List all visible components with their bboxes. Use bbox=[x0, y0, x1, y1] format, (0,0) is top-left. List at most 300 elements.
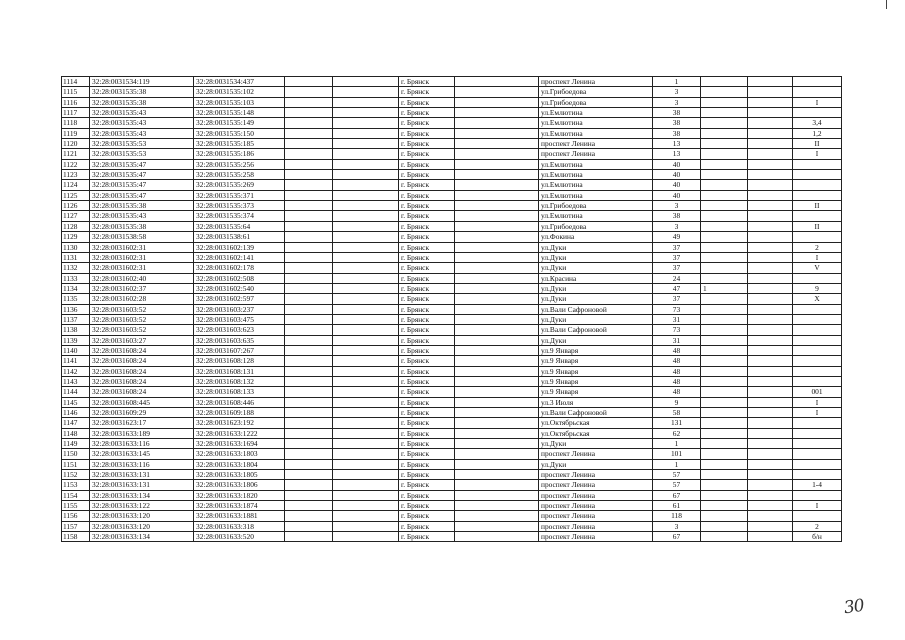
cell-city: г. Брянск bbox=[399, 418, 455, 428]
cell-city: г. Брянск bbox=[399, 180, 455, 190]
cell-city: г. Брянск bbox=[399, 139, 455, 149]
cell-empty bbox=[285, 77, 333, 87]
cell-empty bbox=[333, 252, 399, 262]
cell-record-number: 1135 bbox=[62, 294, 90, 304]
cell-object-cadastral-number: 32:28:0031535:185 bbox=[194, 139, 285, 149]
cell-empty bbox=[455, 521, 539, 531]
cell-parcel-cadastral-number: 32:28:0031633:145 bbox=[90, 449, 194, 459]
cell-house-number: 67 bbox=[653, 532, 701, 542]
cell-empty bbox=[748, 521, 793, 531]
cell-empty bbox=[285, 211, 333, 221]
table-row bbox=[62, 273, 842, 283]
cell-premises-number bbox=[793, 190, 842, 200]
cell-object-cadastral-number: 32:28:0031602:141 bbox=[194, 252, 285, 262]
cell-record-number: 1157 bbox=[62, 521, 90, 531]
cell-house-number: 101 bbox=[653, 449, 701, 459]
cell-street: ул.Октябрьская bbox=[539, 428, 653, 438]
cell-object-cadastral-number: 32:28:0031633:1222 bbox=[194, 428, 285, 438]
cell-object-cadastral-number: 32:28:0031633:1803 bbox=[194, 449, 285, 459]
cell-object-cadastral-number: 32:28:0031535:149 bbox=[194, 118, 285, 128]
cell-city: г. Брянск bbox=[399, 273, 455, 283]
cell-empty bbox=[455, 221, 539, 231]
cell-empty bbox=[748, 345, 793, 355]
cell-empty bbox=[455, 325, 539, 335]
cell-parcel-cadastral-number: 32:28:0031603:52 bbox=[90, 304, 194, 314]
cell-city: г. Брянск bbox=[399, 490, 455, 500]
cell-city: г. Брянск bbox=[399, 366, 455, 376]
table-row bbox=[62, 459, 842, 469]
cell-city: г. Брянск bbox=[399, 459, 455, 469]
cell-empty bbox=[285, 366, 333, 376]
table-row bbox=[62, 314, 842, 324]
cell-empty bbox=[455, 480, 539, 490]
cell-record-number: 1131 bbox=[62, 252, 90, 262]
cell-empty bbox=[748, 314, 793, 324]
cell-building bbox=[701, 532, 748, 542]
cell-street: ул.Вали Сафроновой bbox=[539, 304, 653, 314]
cell-record-number: 1126 bbox=[62, 201, 90, 211]
table-row bbox=[62, 532, 842, 542]
cell-parcel-cadastral-number: 32:28:0031535:43 bbox=[90, 118, 194, 128]
cell-empty bbox=[455, 159, 539, 169]
cell-object-cadastral-number: 32:28:0031535:371 bbox=[194, 190, 285, 200]
cell-record-number: 1149 bbox=[62, 439, 90, 449]
cell-premises-number bbox=[793, 211, 842, 221]
cell-object-cadastral-number: 32:28:0031633:1694 bbox=[194, 439, 285, 449]
cell-empty bbox=[455, 128, 539, 138]
table-row bbox=[62, 501, 842, 511]
cell-parcel-cadastral-number: 32:28:0031602:40 bbox=[90, 273, 194, 283]
cell-house-number: 13 bbox=[653, 149, 701, 159]
cell-building bbox=[701, 97, 748, 107]
cell-empty bbox=[455, 87, 539, 97]
cell-empty bbox=[285, 439, 333, 449]
cell-empty bbox=[333, 418, 399, 428]
cell-parcel-cadastral-number: 32:28:0031602:28 bbox=[90, 294, 194, 304]
cell-premises-number: I bbox=[793, 149, 842, 159]
table-row bbox=[62, 263, 842, 273]
cell-street: ул.Дуки bbox=[539, 459, 653, 469]
cell-city: г. Брянск bbox=[399, 201, 455, 211]
cell-empty bbox=[748, 490, 793, 500]
cell-object-cadastral-number: 32:28:0031633:1805 bbox=[194, 470, 285, 480]
table-row bbox=[62, 335, 842, 345]
cell-parcel-cadastral-number: 32:28:0031623:17 bbox=[90, 418, 194, 428]
cell-house-number: 38 bbox=[653, 108, 701, 118]
cell-building bbox=[701, 366, 748, 376]
cell-parcel-cadastral-number: 32:28:0031608:24 bbox=[90, 366, 194, 376]
cell-building bbox=[701, 139, 748, 149]
cell-empty bbox=[748, 180, 793, 190]
cell-house-number: 37 bbox=[653, 242, 701, 252]
cell-premises-number: II bbox=[793, 139, 842, 149]
cell-empty bbox=[333, 273, 399, 283]
cell-empty bbox=[285, 232, 333, 242]
cell-house-number: 48 bbox=[653, 356, 701, 366]
cell-parcel-cadastral-number: 32:28:0031633:120 bbox=[90, 511, 194, 521]
cell-empty bbox=[748, 325, 793, 335]
cell-city: г. Брянск bbox=[399, 252, 455, 262]
cell-city: г. Брянск bbox=[399, 232, 455, 242]
table-row bbox=[62, 139, 842, 149]
cell-empty bbox=[285, 221, 333, 231]
cell-house-number: 13 bbox=[653, 139, 701, 149]
cell-empty bbox=[748, 242, 793, 252]
cell-house-number: 3 bbox=[653, 221, 701, 231]
cell-object-cadastral-number: 32:28:0031535:150 bbox=[194, 128, 285, 138]
cell-street: ул.Дуки bbox=[539, 242, 653, 252]
table-row bbox=[62, 211, 842, 221]
cell-record-number: 1116 bbox=[62, 97, 90, 107]
cell-empty bbox=[285, 159, 333, 169]
cell-house-number: 38 bbox=[653, 128, 701, 138]
cell-empty bbox=[333, 501, 399, 511]
cell-premises-number: X bbox=[793, 294, 842, 304]
cell-empty bbox=[333, 532, 399, 542]
cell-object-cadastral-number: 32:28:0031602:540 bbox=[194, 283, 285, 293]
cell-empty bbox=[748, 252, 793, 262]
cell-city: г. Брянск bbox=[399, 521, 455, 531]
cell-empty bbox=[285, 511, 333, 521]
cell-record-number: 1122 bbox=[62, 159, 90, 169]
cell-premises-number bbox=[793, 366, 842, 376]
cell-object-cadastral-number: 32:28:0031607:267 bbox=[194, 345, 285, 355]
table-row bbox=[62, 490, 842, 500]
cell-premises-number bbox=[793, 170, 842, 180]
cell-record-number: 1117 bbox=[62, 108, 90, 118]
cell-street: ул.Дуки bbox=[539, 335, 653, 345]
cell-empty bbox=[748, 118, 793, 128]
table-row bbox=[62, 294, 842, 304]
cell-building bbox=[701, 221, 748, 231]
cell-empty bbox=[748, 77, 793, 87]
table-row bbox=[62, 190, 842, 200]
cell-building bbox=[701, 252, 748, 262]
cell-empty bbox=[333, 376, 399, 386]
cell-parcel-cadastral-number: 32:28:0031602:31 bbox=[90, 263, 194, 273]
cell-premises-number bbox=[793, 345, 842, 355]
cell-empty bbox=[333, 149, 399, 159]
cell-empty bbox=[285, 273, 333, 283]
cell-house-number: 61 bbox=[653, 501, 701, 511]
cell-premises-number: II bbox=[793, 201, 842, 211]
cell-city: г. Брянск bbox=[399, 190, 455, 200]
cell-empty bbox=[285, 387, 333, 397]
cell-street: ул.Вали Сафроновой bbox=[539, 325, 653, 335]
cell-building bbox=[701, 428, 748, 438]
cell-record-number: 1132 bbox=[62, 263, 90, 273]
cell-street: ул.Грибоедова bbox=[539, 221, 653, 231]
cell-empty bbox=[455, 449, 539, 459]
cell-record-number: 1125 bbox=[62, 190, 90, 200]
cell-empty bbox=[748, 283, 793, 293]
cell-premises-number bbox=[793, 304, 842, 314]
table-row bbox=[62, 283, 842, 293]
cell-empty bbox=[748, 87, 793, 97]
cell-premises-number bbox=[793, 159, 842, 169]
cell-house-number: 62 bbox=[653, 428, 701, 438]
cell-street: ул.Дуки bbox=[539, 294, 653, 304]
cell-empty bbox=[748, 201, 793, 211]
cell-street: ул.9 Января bbox=[539, 356, 653, 366]
cell-empty bbox=[285, 376, 333, 386]
cell-empty bbox=[285, 263, 333, 273]
cell-parcel-cadastral-number: 32:28:0031535:47 bbox=[90, 190, 194, 200]
cell-premises-number bbox=[793, 511, 842, 521]
cell-empty bbox=[748, 335, 793, 345]
cell-empty bbox=[748, 221, 793, 231]
cell-parcel-cadastral-number: 32:28:0031602:31 bbox=[90, 252, 194, 262]
cell-record-number: 1114 bbox=[62, 77, 90, 87]
cell-city: г. Брянск bbox=[399, 118, 455, 128]
cell-street: ул.Грибоедова bbox=[539, 97, 653, 107]
cell-premises-number bbox=[793, 273, 842, 283]
cell-house-number: 1 bbox=[653, 439, 701, 449]
cell-house-number: 37 bbox=[653, 263, 701, 273]
cell-empty bbox=[285, 97, 333, 107]
cell-record-number: 1115 bbox=[62, 87, 90, 97]
table-row bbox=[62, 325, 842, 335]
cell-empty bbox=[333, 201, 399, 211]
cell-city: г. Брянск bbox=[399, 149, 455, 159]
cell-house-number: 48 bbox=[653, 366, 701, 376]
cell-premises-number: I bbox=[793, 397, 842, 407]
cell-empty bbox=[333, 108, 399, 118]
cell-object-cadastral-number: 32:28:0031602:139 bbox=[194, 242, 285, 252]
cell-premises-number bbox=[793, 77, 842, 87]
cell-street: ул.Дуки bbox=[539, 439, 653, 449]
cell-parcel-cadastral-number: 32:28:0031603:52 bbox=[90, 314, 194, 324]
cell-empty bbox=[748, 501, 793, 511]
cell-empty bbox=[748, 356, 793, 366]
cell-object-cadastral-number: 32:28:0031602:597 bbox=[194, 294, 285, 304]
cell-record-number: 1158 bbox=[62, 532, 90, 542]
cell-empty bbox=[285, 356, 333, 366]
cell-empty bbox=[333, 314, 399, 324]
cell-city: г. Брянск bbox=[399, 159, 455, 169]
cell-street: ул.Дуки bbox=[539, 263, 653, 273]
cell-object-cadastral-number: 32:28:0031633:1804 bbox=[194, 459, 285, 469]
cell-empty bbox=[285, 108, 333, 118]
cell-empty bbox=[333, 211, 399, 221]
cell-premises-number bbox=[793, 335, 842, 345]
cell-premises-number: V bbox=[793, 263, 842, 273]
cell-record-number: 1146 bbox=[62, 408, 90, 418]
cell-parcel-cadastral-number: 32:28:0031633:189 bbox=[90, 428, 194, 438]
cell-building bbox=[701, 459, 748, 469]
cell-empty bbox=[455, 294, 539, 304]
cell-house-number: 67 bbox=[653, 490, 701, 500]
cell-record-number: 1129 bbox=[62, 232, 90, 242]
cell-empty bbox=[333, 128, 399, 138]
cell-empty bbox=[455, 408, 539, 418]
cell-city: г. Брянск bbox=[399, 128, 455, 138]
cell-empty bbox=[285, 397, 333, 407]
cell-object-cadastral-number: 32:28:0031535:258 bbox=[194, 170, 285, 180]
cell-record-number: 1134 bbox=[62, 283, 90, 293]
cell-object-cadastral-number: 32:28:0031608:446 bbox=[194, 397, 285, 407]
cell-city: г. Брянск bbox=[399, 77, 455, 87]
cell-empty bbox=[285, 87, 333, 97]
table-row bbox=[62, 97, 842, 107]
cell-empty bbox=[455, 283, 539, 293]
cell-empty bbox=[333, 356, 399, 366]
cell-empty bbox=[285, 283, 333, 293]
cell-building bbox=[701, 149, 748, 159]
cell-empty bbox=[285, 118, 333, 128]
cell-building bbox=[701, 490, 748, 500]
cell-house-number: 38 bbox=[653, 118, 701, 128]
cell-parcel-cadastral-number: 32:28:0031609:29 bbox=[90, 408, 194, 418]
cell-record-number: 1121 bbox=[62, 149, 90, 159]
cell-house-number: 40 bbox=[653, 190, 701, 200]
cell-house-number: 31 bbox=[653, 335, 701, 345]
cell-empty bbox=[455, 190, 539, 200]
cell-record-number: 1123 bbox=[62, 170, 90, 180]
cell-object-cadastral-number: 32:28:0031535:256 bbox=[194, 159, 285, 169]
registry-body bbox=[62, 77, 842, 542]
table-row bbox=[62, 439, 842, 449]
cell-house-number: 24 bbox=[653, 273, 701, 283]
cell-building bbox=[701, 397, 748, 407]
cell-empty bbox=[748, 190, 793, 200]
cell-premises-number: 1,2 bbox=[793, 128, 842, 138]
cell-premises-number bbox=[793, 459, 842, 469]
property-registry-table bbox=[61, 76, 842, 542]
cell-empty bbox=[748, 376, 793, 386]
cell-object-cadastral-number: 32:28:0031535:103 bbox=[194, 97, 285, 107]
cell-parcel-cadastral-number: 32:28:0031535:38 bbox=[90, 97, 194, 107]
cell-record-number: 1144 bbox=[62, 387, 90, 397]
cell-empty bbox=[285, 532, 333, 542]
cell-empty bbox=[285, 149, 333, 159]
cell-empty bbox=[285, 252, 333, 262]
cell-empty bbox=[333, 221, 399, 231]
cell-empty bbox=[333, 170, 399, 180]
cell-premises-number: I bbox=[793, 501, 842, 511]
cell-empty bbox=[285, 335, 333, 345]
cell-building bbox=[701, 128, 748, 138]
cell-empty bbox=[285, 304, 333, 314]
cell-building bbox=[701, 376, 748, 386]
cell-street: проспект Ленина bbox=[539, 470, 653, 480]
cell-empty bbox=[333, 87, 399, 97]
cell-empty bbox=[748, 211, 793, 221]
cell-premises-number: I bbox=[793, 252, 842, 262]
cell-empty bbox=[333, 521, 399, 531]
cell-building bbox=[701, 439, 748, 449]
table-row bbox=[62, 449, 842, 459]
cell-parcel-cadastral-number: 32:28:0031603:27 bbox=[90, 335, 194, 345]
cell-object-cadastral-number: 32:28:0031633:520 bbox=[194, 532, 285, 542]
cell-house-number: 9 bbox=[653, 397, 701, 407]
cell-building bbox=[701, 263, 748, 273]
cell-building bbox=[701, 501, 748, 511]
cell-empty bbox=[455, 77, 539, 87]
cell-empty bbox=[285, 170, 333, 180]
cell-empty bbox=[333, 345, 399, 355]
table-row bbox=[62, 149, 842, 159]
cell-empty bbox=[455, 201, 539, 211]
cell-empty bbox=[455, 501, 539, 511]
cell-house-number: 73 bbox=[653, 304, 701, 314]
cell-record-number: 1137 bbox=[62, 314, 90, 324]
cell-street: ул.9 Января bbox=[539, 387, 653, 397]
cell-building bbox=[701, 449, 748, 459]
cell-street: проспект Ленина bbox=[539, 139, 653, 149]
cell-empty bbox=[333, 397, 399, 407]
cell-empty bbox=[285, 470, 333, 480]
cell-street: проспект Ленина bbox=[539, 521, 653, 531]
cell-empty bbox=[333, 366, 399, 376]
cell-empty bbox=[748, 480, 793, 490]
cell-parcel-cadastral-number: 32:28:0031535:38 bbox=[90, 201, 194, 211]
cell-empty bbox=[285, 190, 333, 200]
cell-parcel-cadastral-number: 32:28:0031633:122 bbox=[90, 501, 194, 511]
cell-empty bbox=[748, 449, 793, 459]
cell-empty bbox=[455, 511, 539, 521]
cell-empty bbox=[748, 128, 793, 138]
cell-record-number: 1128 bbox=[62, 221, 90, 231]
cell-premises-number bbox=[793, 428, 842, 438]
cell-premises-number: I bbox=[793, 97, 842, 107]
cell-record-number: 1143 bbox=[62, 376, 90, 386]
table-row bbox=[62, 252, 842, 262]
cell-object-cadastral-number: 32:28:0031633:1881 bbox=[194, 511, 285, 521]
cell-street: ул.Дуки bbox=[539, 283, 653, 293]
cell-city: г. Брянск bbox=[399, 387, 455, 397]
cell-empty bbox=[748, 263, 793, 273]
cell-empty bbox=[455, 366, 539, 376]
cell-record-number: 1148 bbox=[62, 428, 90, 438]
cell-building: 1 bbox=[701, 283, 748, 293]
cell-empty bbox=[285, 521, 333, 531]
cell-parcel-cadastral-number: 32:28:0031633:120 bbox=[90, 521, 194, 531]
table-row bbox=[62, 242, 842, 252]
cell-city: г. Брянск bbox=[399, 263, 455, 273]
cell-premises-number bbox=[793, 325, 842, 335]
cell-empty bbox=[455, 335, 539, 345]
cell-house-number: 73 bbox=[653, 325, 701, 335]
cell-record-number: 1150 bbox=[62, 449, 90, 459]
table-row bbox=[62, 201, 842, 211]
cell-empty bbox=[333, 97, 399, 107]
cell-empty bbox=[285, 418, 333, 428]
cell-empty bbox=[748, 232, 793, 242]
table-row bbox=[62, 397, 842, 407]
cell-city: г. Брянск bbox=[399, 325, 455, 335]
cell-empty bbox=[748, 273, 793, 283]
cell-city: г. Брянск bbox=[399, 211, 455, 221]
cell-empty bbox=[748, 159, 793, 169]
cell-house-number: 131 bbox=[653, 418, 701, 428]
cell-empty bbox=[455, 314, 539, 324]
cell-empty bbox=[748, 439, 793, 449]
cell-building bbox=[701, 314, 748, 324]
cell-street: проспект Ленина bbox=[539, 501, 653, 511]
cell-empty bbox=[455, 304, 539, 314]
cell-empty bbox=[285, 428, 333, 438]
cell-parcel-cadastral-number: 32:28:0031538:58 bbox=[90, 232, 194, 242]
table-row bbox=[62, 470, 842, 480]
cell-object-cadastral-number: 32:28:0031633:1806 bbox=[194, 480, 285, 490]
cell-street: ул.Красина bbox=[539, 273, 653, 283]
cell-empty bbox=[285, 314, 333, 324]
cell-building bbox=[701, 521, 748, 531]
table-row bbox=[62, 376, 842, 386]
cell-building bbox=[701, 118, 748, 128]
cell-object-cadastral-number: 32:28:0031535:269 bbox=[194, 180, 285, 190]
